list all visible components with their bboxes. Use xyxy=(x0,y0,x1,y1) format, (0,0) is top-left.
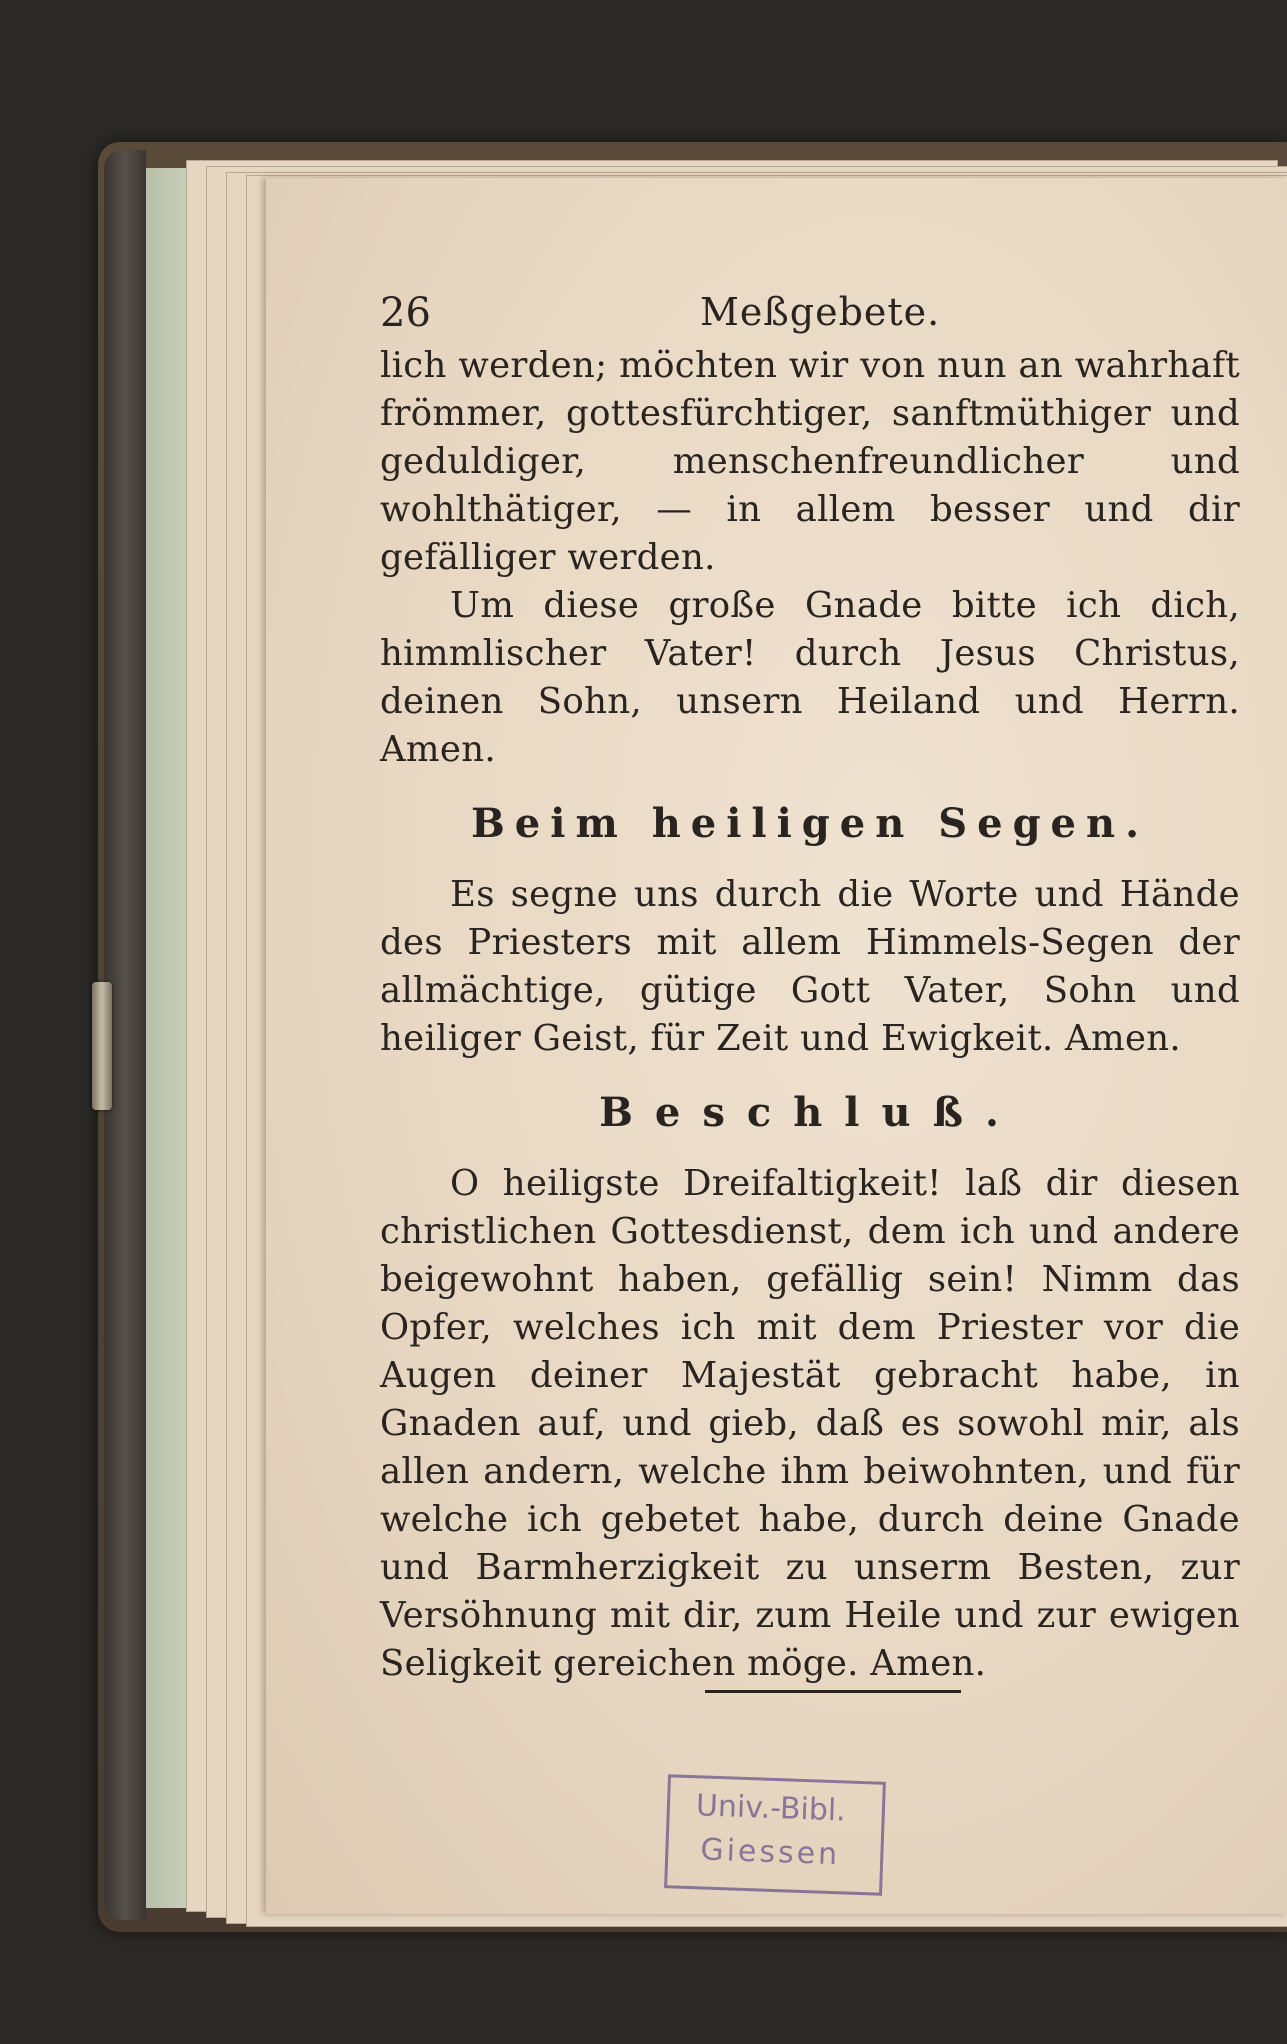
page-content xyxy=(380,282,1240,1688)
section-heading: Beim heiligen Segen. xyxy=(470,800,1149,847)
library-stamp xyxy=(664,1774,886,1896)
endpaper xyxy=(146,168,186,1908)
metal-clasp xyxy=(92,982,112,1110)
section-heading: Beschluß. xyxy=(599,1089,1021,1136)
paragraph: O heiligste Dreifaltigkeit! laß dir diesen christlichen Gottesdienst, dem ich und andere beigewohnt haben, gefällig sein! Nimm das Opfer, welches ich mit dem Priester vor die Augen deiner Majestät gebracht habe, in Gnaden auf, und gieb, daß es sowohl mir, als allen andern, welche ihm beiwohnten, und für welche ich gebetet habe, durch deine Gnade und Barmherzigkeit zu unserm Besten, zur Versöhnung mit dir, zum Heile und zur ewigen Seligkeit gereichen möge. Amen. xyxy=(380,1163,1240,1684)
stamp-line: Giessen xyxy=(699,1832,841,1873)
page-header xyxy=(380,282,1240,342)
running-head: Meßgebete. xyxy=(700,290,941,334)
stamp-line: Univ.-Bibl. xyxy=(695,1788,847,1829)
paragraph: lich werden; möchten wir von nun an wahrhaft frömmer, gottesfürchtiger, sanftmüthiger und geduldiger, menschenfreundlicher und wohlthätiger, — in allem besser und dir gefälliger werden. xyxy=(380,345,1240,578)
end-rule xyxy=(705,1690,961,1693)
paragraph: Es segne uns durch die Worte und Hände des Priesters mit allem Himmels-Segen der allmächtige, gütige Gott Vater, Sohn und heiliger Geist, für Zeit und Ewigkeit. Amen. xyxy=(380,874,1240,1059)
page-number: 26 xyxy=(380,290,431,336)
paragraph: Um diese große Gnade bitte ich dich, himmlischer Vater! durch Jesus Christus, deinen Sohn, unsern Heiland und Herrn. Amen. xyxy=(380,585,1240,770)
